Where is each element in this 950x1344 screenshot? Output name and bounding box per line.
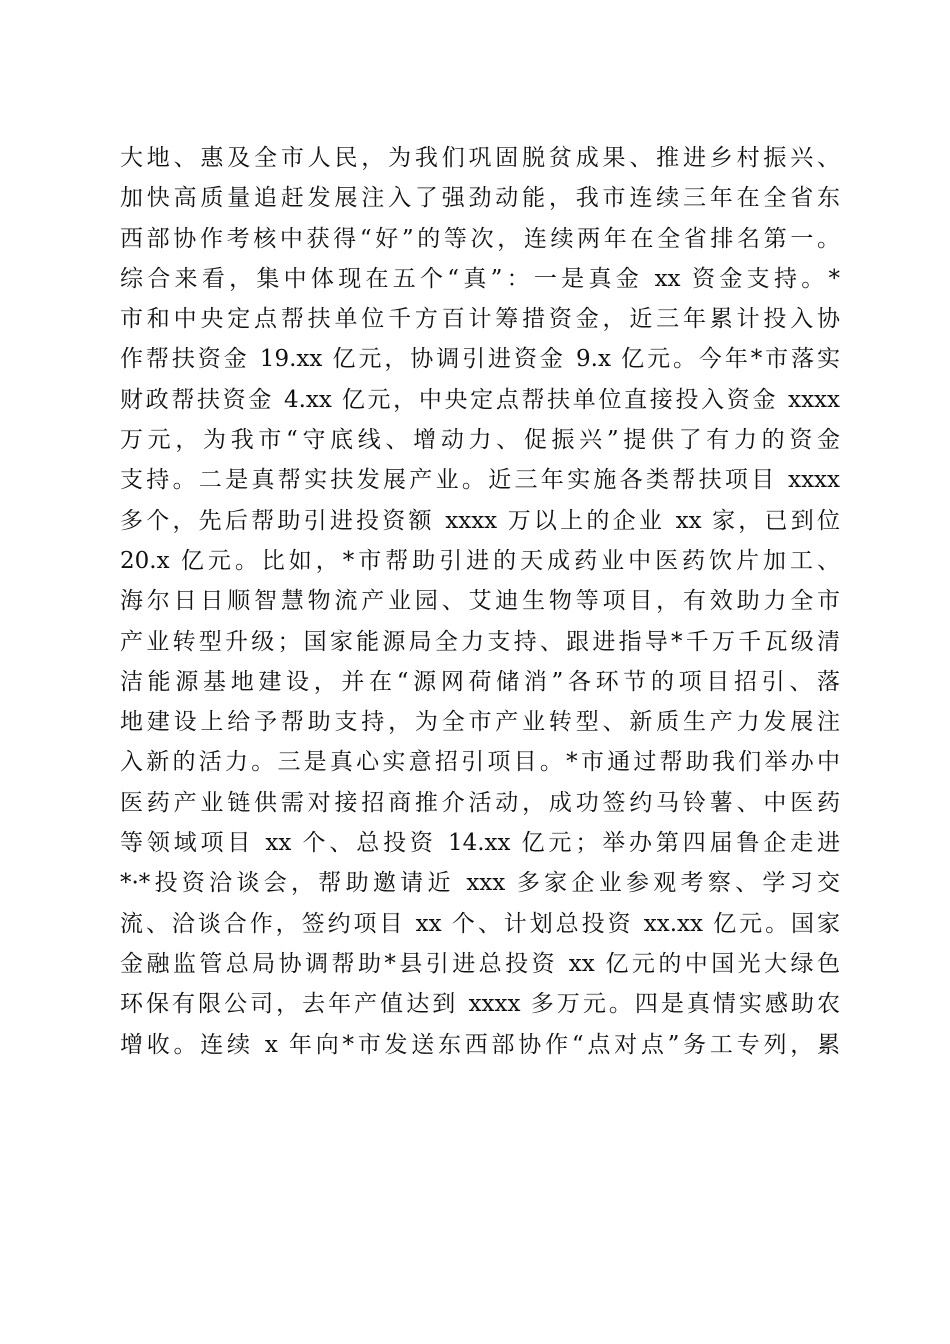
text-line-17: 医药产业链供需对接招商推介活动，成功签约马铃薯、中医药 bbox=[120, 789, 840, 816]
text-line-5: 市和中央定点帮扶单位千方百计筹措资金，近三年累计投入协 bbox=[120, 306, 840, 333]
text-line-6: 作帮扶资金 19.xx 亿元，协调引进资金 9.x 亿元。今年*市落实 bbox=[120, 346, 840, 373]
text-line-7: 财政帮扶资金 4.xx 亿元，中央定点帮扶单位直接投入资金 xxxx bbox=[120, 386, 840, 413]
text-line-9: 支持。二是真帮实扶发展产业。近三年实施各类帮扶项目 xxxx bbox=[120, 467, 840, 494]
body-text bbox=[120, 138, 840, 1065]
text-line-10: 多个，先后帮助引进投资额 xxxx 万以上的企业 xx 家，已到位 bbox=[120, 507, 840, 534]
text-line-2: 加快高质量追赶发展注入了强劲动能，我市连续三年在全省东 bbox=[120, 185, 840, 212]
text-line-1: 大地、惠及全市人民，为我们巩固脱贫成果、推进乡村振兴、 bbox=[120, 145, 840, 171]
text-line-21: 金融监管总局协调帮助*县引进总投资 xx 亿元的中国光大绿色 bbox=[120, 950, 840, 977]
text-line-4: 综合来看，集中体现在五个“真”：一是真金 xx 资金支持。* bbox=[120, 265, 840, 292]
text-line-23: 增收。连续 x 年向*市发送东西部协作“点对点”务工专列，累 bbox=[120, 1031, 840, 1058]
text-line-20: 流、洽谈合作，签约项目 xx 个、计划总投资 xx.xx 亿元。国家 bbox=[120, 910, 840, 937]
text-line-11: 20.x 亿元。比如，*市帮助引进的天成药业中医药饮片加工、 bbox=[120, 547, 840, 574]
text-line-22: 环保有限公司，去年产值达到 xxxx 多万元。四是真情实感助农 bbox=[120, 991, 840, 1018]
text-line-16: 入新的活力。三是真心实意招引项目。*市通过帮助我们举办中 bbox=[120, 749, 840, 776]
text-line-14: 洁能源基地建设，并在“源网荷储消”各环节的项目招引、落 bbox=[120, 668, 840, 695]
text-line-18: 等领域项目 xx 个、总投资 14.xx 亿元；举办第四届鲁企走进 bbox=[120, 830, 840, 857]
text-line-3: 西部协作考核中获得“好”的等次，连续两年在全省排名第一。 bbox=[120, 225, 840, 252]
text-line-12: 海尔日日顺智慧物流产业园、艾迪生物等项目，有效助力全市 bbox=[120, 588, 840, 615]
text-line-19: *·*投资洽谈会，帮助邀请近 xxx 多家企业参观考察、学习交 bbox=[120, 870, 840, 897]
text-line-15: 地建设上给予帮助支持，为全市产业转型、新质生产力发展注 bbox=[120, 709, 840, 736]
text-line-8: 万元，为我市“守底线、增动力、促振兴”提供了有力的资金 bbox=[120, 427, 840, 454]
text-line-13: 产业转型升级；国家能源局全力支持、跟进指导*千万千瓦级清 bbox=[120, 628, 840, 655]
